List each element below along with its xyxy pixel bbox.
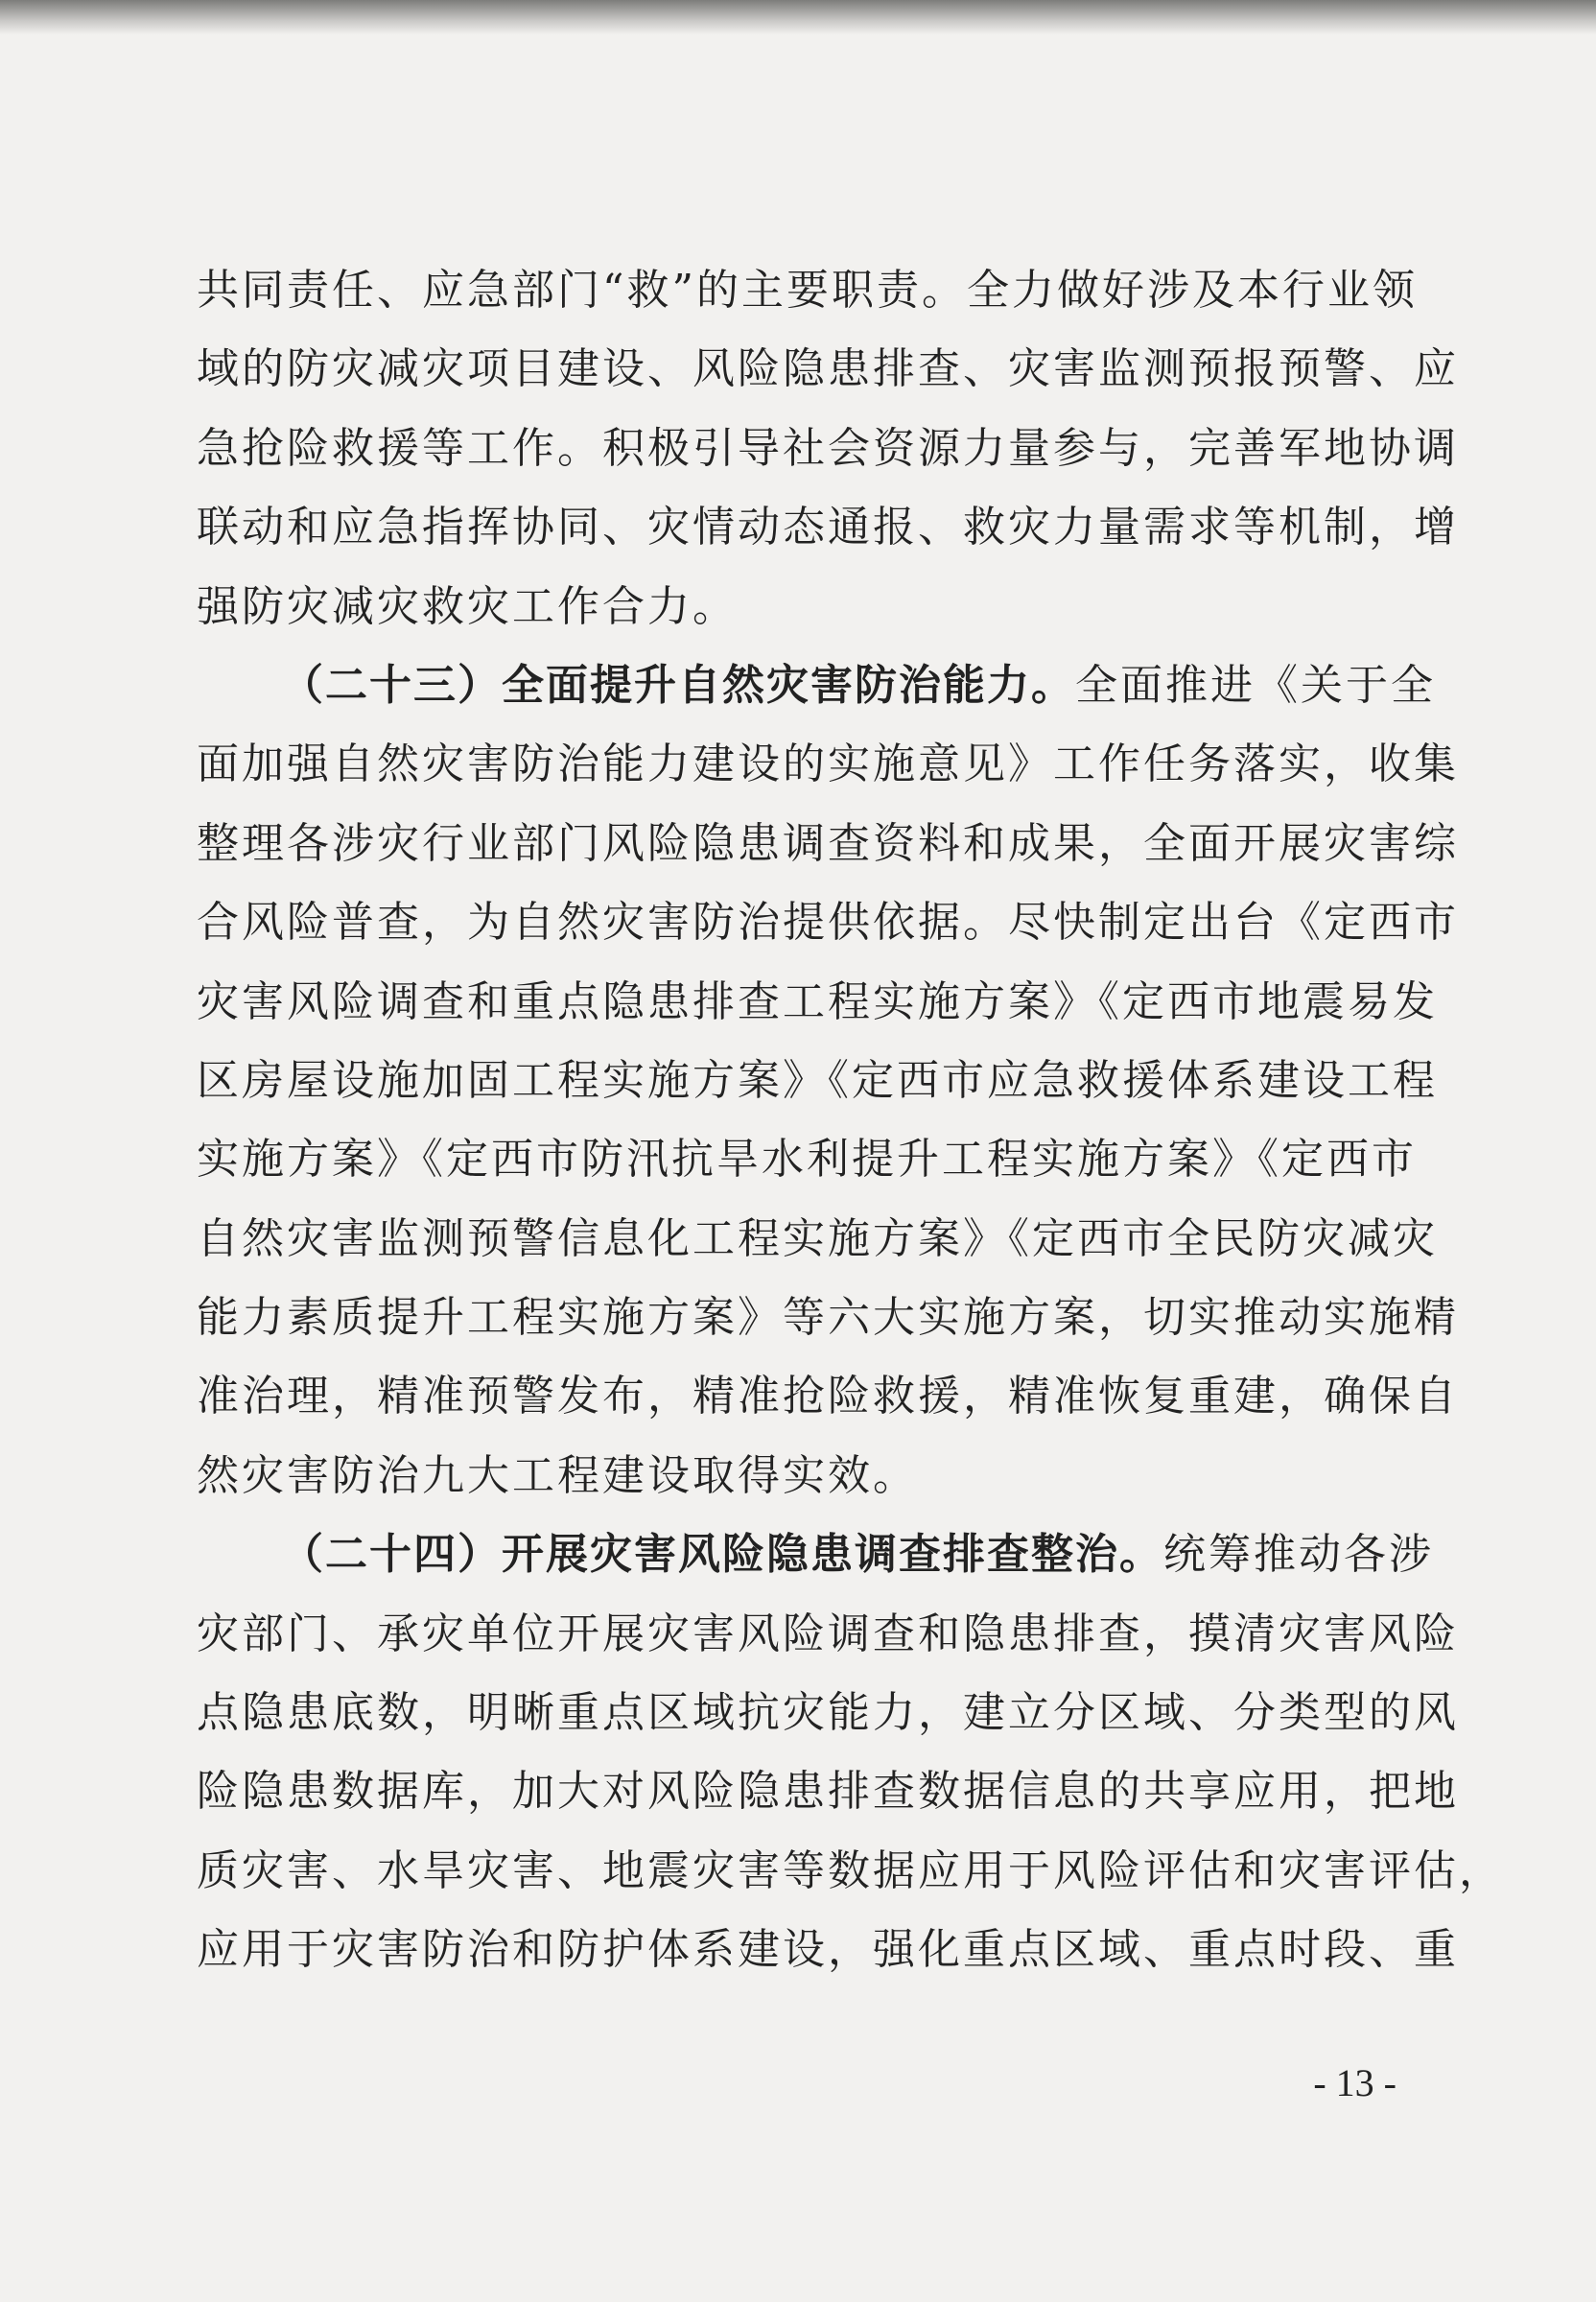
text-line: 共同责任、应急部门“救”的主要职责。全力做好涉及本行业领 — [197, 266, 1418, 315]
text-line: 自然灾害监测预警信息化工程实施方案》《定西市全民防灾减灾 — [197, 1213, 1438, 1263]
text-line: 质灾害、水旱灾害、地震灾害等数据应用于风险评估和灾害评估， — [197, 1845, 1504, 1895]
body-text — [197, 251, 1504, 1990]
text-line: 联动和应急指挥协同、灾情动态通报、救灾力量需求等机制，增 — [197, 503, 1459, 552]
text-line: 域的防灾减灾项目建设、风险隐患排查、灾害监测预报预警、应 — [197, 344, 1459, 394]
text-line: 险隐患数据库，加大对风险隐患排查数据信息的共享应用，把地 — [197, 1767, 1459, 1817]
page-number: - 13 - — [1313, 2061, 1396, 2104]
section-24-first-line — [197, 1515, 1434, 1594]
text-line: 灾部门、承灾单位开展灾害风险调查和隐患排查，摸清灾害风险 — [197, 1609, 1459, 1658]
text-line: 整理各涉灾行业部门风险隐患调查资料和成果，全面开展灾害综 — [197, 818, 1459, 868]
text-line: 能力素质提升工程实施方案》等六大实施方案，切实推动实施精 — [197, 1293, 1459, 1343]
text-line: 合风险普查，为自然灾害防治提供依据。尽快制定出台《定西市 — [197, 898, 1459, 948]
section-23-first-line — [197, 646, 1436, 725]
text-line: 然灾害防治九大工程建设取得实效。 — [197, 1450, 918, 1500]
text-line: 强防灾减灾救灾工作合力。 — [197, 581, 738, 631]
text-line: 面加强自然灾害防治能力建设的实施意见》工作任务落实，收集 — [197, 740, 1459, 789]
section-23-heading: （二十三）全面提升自然灾害防治能力。 — [281, 660, 1075, 710]
text-line: 区房屋设施加固工程实施方案》《定西市应急救援体系建设工程 — [197, 1055, 1438, 1105]
text-line: 实施方案》《定西市防汛抗旱水利提升工程实施方案》《定西市 — [197, 1135, 1417, 1185]
section-24-heading: （二十四）开展灾害风险隐患调查排查整治。 — [281, 1530, 1163, 1580]
text-line: 应用于灾害防治和防护体系建设，强化重点区域、重点时段、重 — [197, 1925, 1459, 1975]
text-line: 灾害风险调查和重点隐患排查工程实施方案》《定西市地震易发 — [197, 976, 1438, 1026]
section-24-first-line-text: 统筹推动各涉 — [1163, 1530, 1434, 1580]
text-line: 点隐患底数，明晰重点区域抗灾能力，建立分区域、分类型的风 — [197, 1688, 1459, 1738]
section-23-first-line-text: 全面推进《关于全 — [1075, 660, 1436, 710]
scan-shadow — [0, 0, 1596, 35]
text-line: 准治理，精准预警发布，精准抢险救援，精准恢复重建，确保自 — [197, 1372, 1459, 1421]
text-line: 急抢险救援等工作。积极引导社会资源力量参与，完善军地协调 — [197, 423, 1459, 473]
